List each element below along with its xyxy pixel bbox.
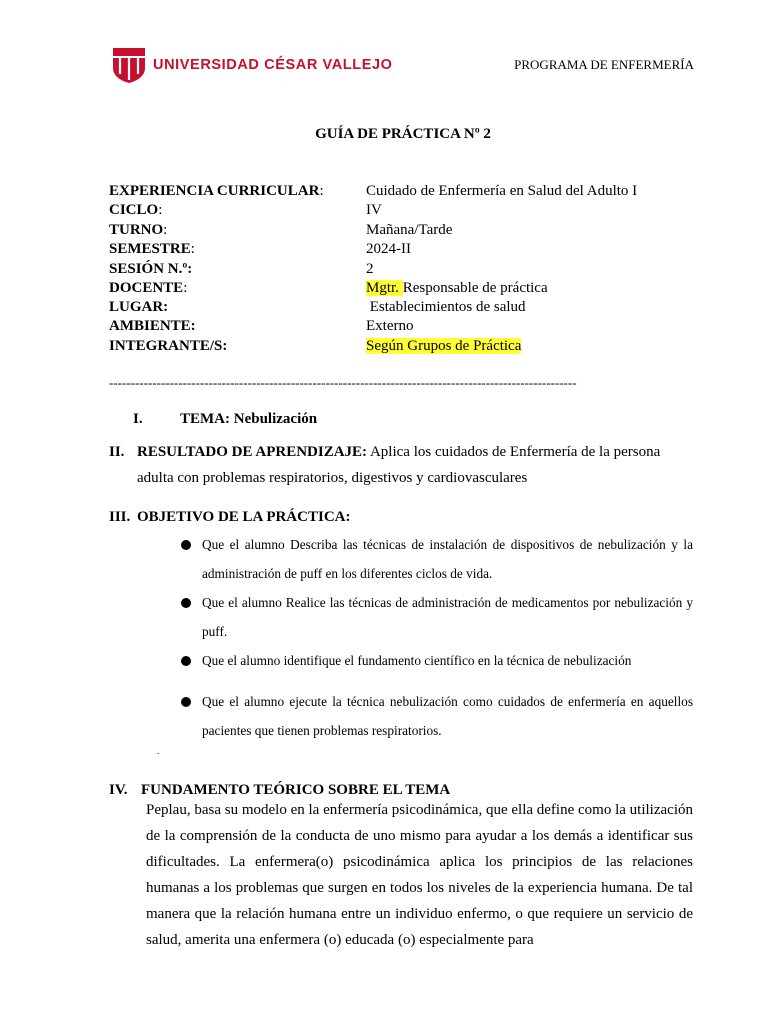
section-resultado: II. RESULTADO DE APRENDIZAJE: Aplica los cuidados de Enfermería de la persona (109, 444, 661, 460)
section-resultado-cont: adulta con problemas respiratorios, digestivos y cardiovasculares (137, 470, 528, 486)
bullet-icon (181, 697, 191, 707)
list-item: Que el alumno Describa las técnicas de instalación de dispositivos de nebulización y la administración de puff en los diferentes ciclos de vida. (181, 530, 693, 588)
info-value-lugar: Establecimientos de salud (369, 299, 526, 315)
info-label-lugar: LUGAR: (109, 299, 169, 315)
info-value-turno: Mañana/Tarde (366, 222, 453, 238)
bullet-icon (181, 540, 191, 550)
bullet-icon (181, 656, 191, 666)
info-value-experiencia: Cuidado de Enfermería en Salud del Adulto I (366, 183, 638, 199)
section-fundamento: IV. FUNDAMENTO TEÓRICO SOBRE EL TEMA (109, 782, 451, 798)
section-tema: TEMA: Nebulización (180, 411, 318, 427)
info-label-semestre: SEMESTRE: (109, 241, 195, 257)
info-label-sesion: SESIÓN N.º: (109, 261, 193, 277)
info-value-integrantes (366, 338, 521, 355)
info-value-ciclo: IV (366, 202, 382, 218)
list-item: Que el alumno identifique el fundamento científico en la técnica de nebulización (181, 646, 693, 675)
fundamento-text: Peplau, basa su modelo en la enfermería psicodinámica, que ella define como la utilización de la comprensión de la conducta de uno mismo para ayudar a los demás a identificar sus dificultades. La enfermera(o) psicodinámica aplica los principios de las relaciones humanas a los problemas que surgen en todos los niveles de la experiencia humana. De tal manera que la relación humana entre un individuo enfermo, o que requiere un servicio de salud, amerita una enfermera (o) educada (o) especialmente para (146, 802, 693, 948)
university-logo (111, 46, 393, 84)
info-label-integrantes: INTEGRANTE/S: (109, 338, 228, 354)
list-item: Que el alumno ejecute la técnica nebulización como cuidados de enfermería en aquellos pacientes que tienen problemas respiratorios. (181, 687, 693, 745)
info-value-semestre: 2024-II (366, 241, 411, 257)
highlighted-text: Según Grupos de Práctica (366, 338, 522, 354)
info-label-ambiente: AMBIENTE: (109, 318, 196, 334)
info-value-ambiente: Externo (366, 318, 414, 334)
program-name: PROGRAMA DE ENFERMERÍA (514, 57, 694, 72)
bullet-icon (181, 598, 191, 608)
info-label-experiencia: EXPERIENCIA CURRICULAR: (109, 183, 324, 199)
highlighted-text: Mgtr. (366, 280, 403, 296)
section-tema-number: I. (133, 411, 143, 427)
list-item: Que el alumno Realice las técnicas de administración de medicamentos por nebulización y puff. (181, 588, 693, 646)
info-label-ciclo: CICLO: (109, 202, 163, 218)
info-label-docente: DOCENTE: (109, 280, 188, 296)
stray-dot: . (157, 746, 160, 756)
page-title: GUÍA DE PRÁCTICA Nº 2 (315, 126, 491, 142)
logo-text: UNIVERSIDAD CÉSAR VALLEJO (153, 57, 393, 73)
ucv-shield-icon (111, 46, 147, 84)
objective-list (181, 530, 693, 745)
info-value-docente: Mgtr. Responsable de práctica (366, 280, 548, 296)
section-objetivo: III. OBJETIVO DE LA PRÁCTICA: (109, 509, 351, 525)
divider-line: ------------------------------------------------------------------------------------------------------------ (109, 375, 577, 390)
info-label-turno: TURNO: (109, 222, 168, 238)
info-value-sesion: 2 (366, 261, 374, 277)
